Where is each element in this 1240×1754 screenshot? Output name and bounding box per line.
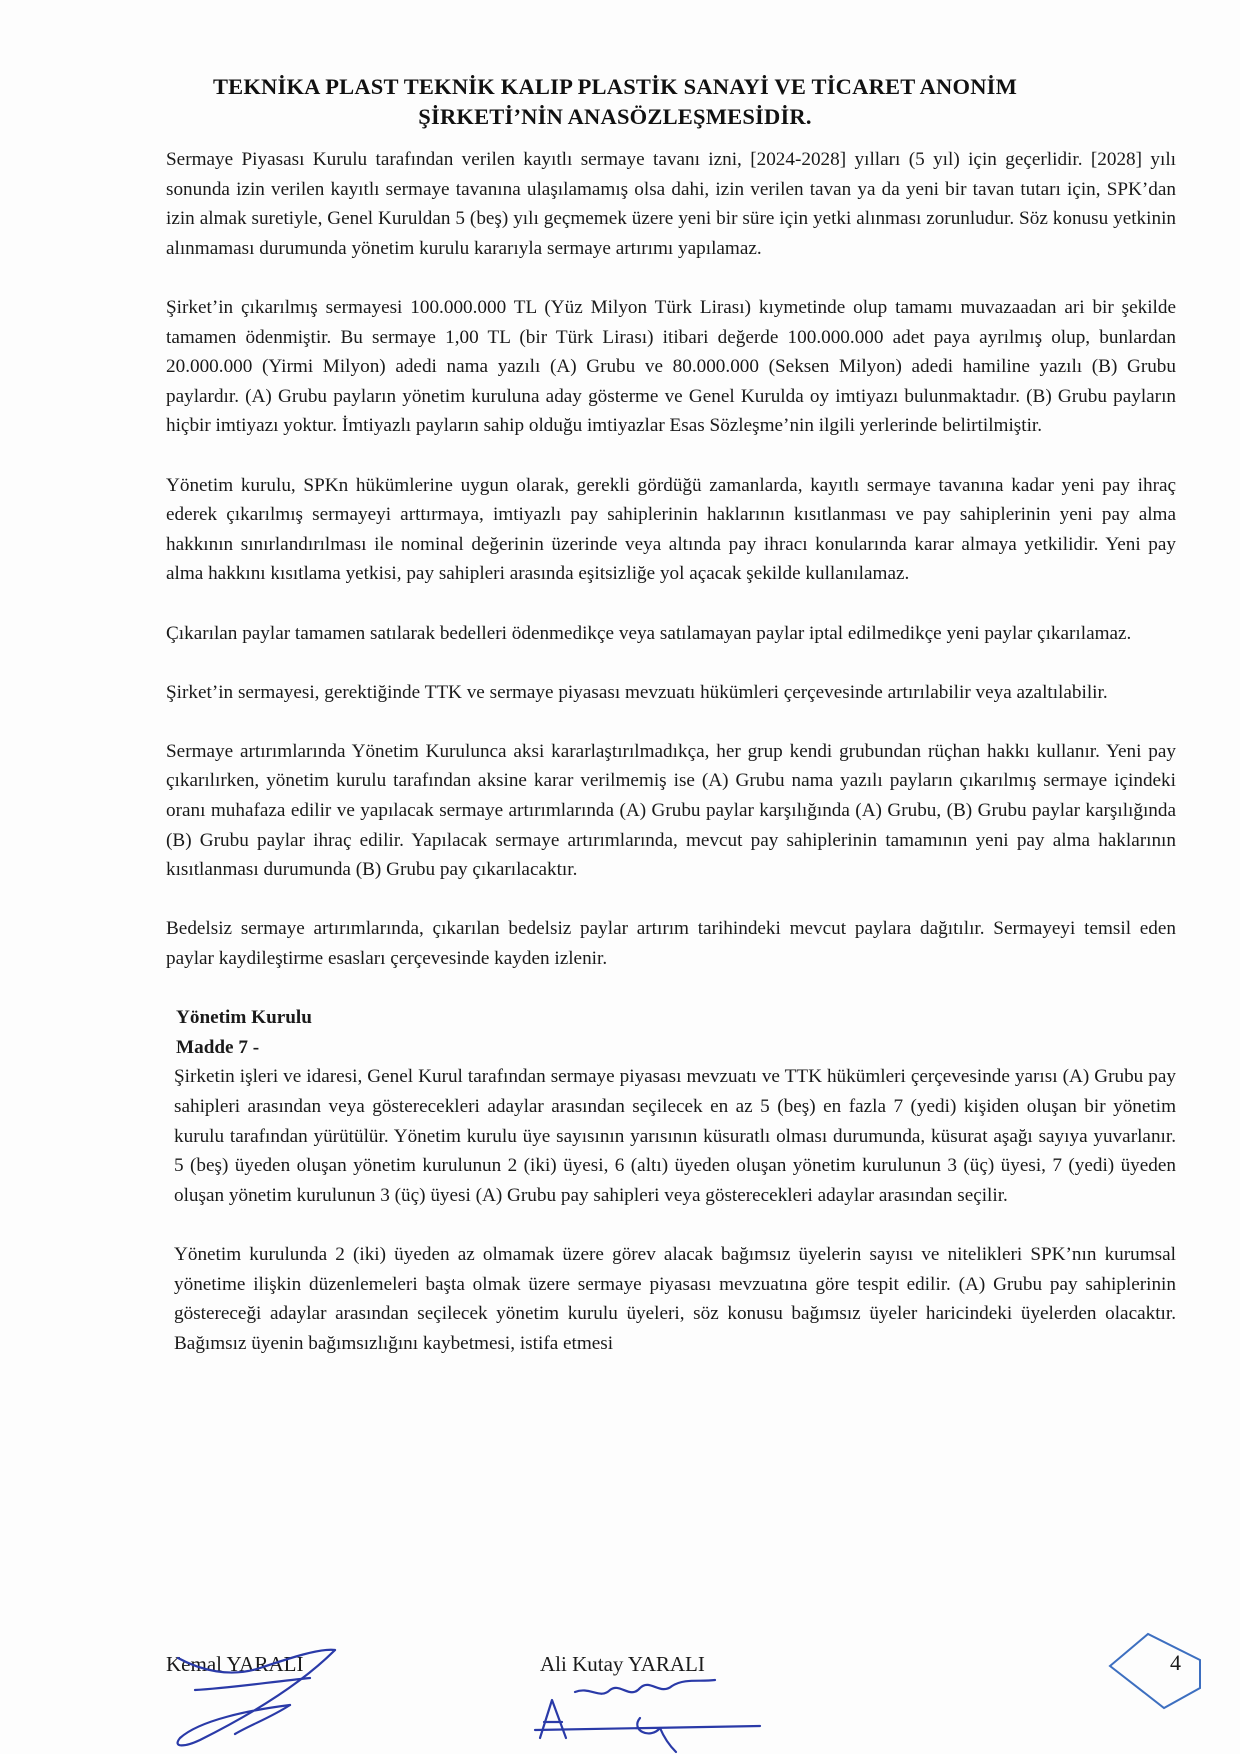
paragraph-board-authority: Yönetim kurulu, SPKn hükümlerine uygun olarak, gerekli gördüğü zamanlarda, kayıtlı sermaye tavanına kadar yeni pay ihraç ederek çıkarılmış sermayeyi arttırmaya, imtiyazlı pay sahiplerinin haklarının kısıtlanması ve pay sahiplerinin yeni pay alma hakkının sınırlandırılması ile nominal değerinin üzerinde veya altında pay ihracı konularında karar almaya yetkilidir. Yeni pay alma hakkını kısıtlama yetkisi, pay sahipleri arasında eşitsizliğe yol açacak şekilde kullanılamaz. <box>166 474 1176 585</box>
paragraph-issued-capital: Şirket’in çıkarılmış sermayesi 100.000.000 TL (Yüz Milyon Türk Lirası) kıymetinde olup tamamı muvazaadan ari bir şekilde tamamen ödenmiştir. Bu sermaye 1,00 TL (bir Türk Lirası) itibari değerde 100.000.000 adet paya ayrılmış olup, bunlardan 20.000.000 (Yirmi Milyon) adedi nama yazılı (A) Grubu ve 80.000.000 (Seksen Milyon) adedi hamiline yazılı (B) Grubu paylardır. (A) Grubu payların yönetim kuruluna aday gösterme ve Genel Kurulda oy imtiyazı bulunmaktadır. (B) Grubu payların hiçbir imtiyazı yoktur. İmtiyazlı payların sahip olduğu imtiyazlar Esas Sözleşme’nin ilgili yerlerinde belirtilmiştir. <box>166 296 1176 437</box>
title-line-1: TEKNİKA PLAST TEKNİK KALIP PLASTİK SANAYİ VE TİCARET ANONİM <box>212 74 1018 99</box>
signature-right-image <box>535 1680 760 1752</box>
article-heading: Madde 7 - <box>176 1036 260 1058</box>
paragraph-new-shares: Çıkarılan paylar tamamen satılarak bedelleri ödenmedikçe veya satılamayan paylar iptal edilmedikçe yeni paylar çıkarılamaz. <box>166 622 1132 644</box>
paragraph-board-composition: Şirketin işleri ve idaresi, Genel Kurul tarafından sermaye piyasası mevzuatı ve TTK hükümleri çerçevesinde yarısı (A) Grubu pay sahipleri arasından veya gösterecekleri adaylar arasından seçilecek en az 5 (beş) en fazla 7 (yedi) kişiden oluşan bir yönetim kurulu tarafından yürütülür. Yönetim kurulu üye sayısının yarısının küsuratlı olması durumunda, küsurat aşağı sayıya yuvarlanır. 5 (beş) üyeden oluşan yönetim kurulunun 2 (iki) üyesi, 6 (altı) üyeden oluşan yönetim kurulunun 3 (üç) üyesi, 7 (yedi) üyeden oluşan yönetim kurulunun 3 (üç) üyesi (A) Grubu pay sahipleri veya gösterecekleri adaylar arasından seçilir. <box>174 1066 1176 1206</box>
page-marker-icon <box>1110 1634 1200 1708</box>
paragraph-capital-change: Şirket’in sermayesi, gerektiğinde TTK ve sermaye piyasası mevzuatı hükümleri çerçevesinde artırılabilir veya azaltılabilir. <box>166 681 1108 703</box>
signatory-left-name: Kemal YARALI <box>166 1652 304 1676</box>
title-line-2: ŞİRKETİ’NİN ANASÖZLEŞMESİDİR. <box>418 104 812 129</box>
section-heading: Yönetim Kurulu <box>176 1007 312 1029</box>
paragraph-bonus-shares: Bedelsiz sermaye artırımlarında, çıkarılan bedelsiz paylar artırım tarihindeki mevcut paylara dağıtılır. Sermayeyi temsil eden paylar kaydileştirme esasları çerçevesinde kayden izlenir. <box>166 918 1176 970</box>
paragraph-capital-ceiling: Sermaye Piyasası Kurulu tarafından verilen kayıtlı sermaye tavanı izni, [2024-2028] yılları (5 yıl) için geçerlidir. [2028] yılı sonunda izin verilen kayıtlı sermaye tavanına ulaşılamamış olsa dahi, izin verilen tavan ya da yeni bir tavan tutarı için, SPK’dan izin almak suretiyle, Genel Kuruldan 5 (beş) yılı geçmemek üzere yeni bir süre için yetki alınması zorunludur. Söz konusu yetkinin alınmaması durumunda yönetim kurulu kararıyla sermaye artırımı yapılamaz. <box>166 149 1176 259</box>
page-number: 4 <box>1170 1650 1181 1675</box>
signature-footer <box>0 1630 1240 1754</box>
signature-graphics <box>0 1630 1240 1754</box>
paragraph-preemptive-rights: Sermaye artırımlarında Yönetim Kurulunca aksi kararlaştırılmadıkça, her grup kendi grubundan rüçhan hakkı kullanır. Yeni pay çıkarılırken, yönetim kurulu tarafından aksine karar verilmemiş ise (A) Grubu nama yazılı payların çıkarılmış sermaye içindeki oranı muhafaza edilir ve yapılacak sermaye artırımlarında (A) Grubu paylar karşılığında (A) Grubu, (B) Grubu paylar karşılığında (B) Grubu paylar ihraç edilir. Yapılacak sermaye artırımlarında, mevcut pay sahiplerinin tamamının yeni pay alma haklarının kısıtlanması durumunda (B) Grubu pay çıkarılacaktır. <box>166 740 1176 881</box>
document-title <box>150 72 1080 132</box>
signature-left-image <box>178 1650 335 1746</box>
signatory-right-name: Ali Kutay YARALI <box>540 1652 705 1676</box>
paragraph-independent-members: Yönetim kurulunda 2 (iki) üyeden az olmamak üzere görev alacak bağımsız üyelerin sayısı ve nitelikleri SPK’nın kurumsal yönetime ilişkin düzenlemeleri başta olmak üzere sermaye piyasası mevzuatına göre tespit edilir. (A) Grubu pay sahiplerinin göstereceği adaylar arasından seçilecek yönetim kurulu üyeleri, söz konusu bağımsız üyeler haricindeki üyelerden olacaktır. Bağımsız üyenin bağımsızlığını kaybetmesi, istifa etmesi <box>174 1243 1176 1354</box>
document-body <box>166 145 1176 1358</box>
